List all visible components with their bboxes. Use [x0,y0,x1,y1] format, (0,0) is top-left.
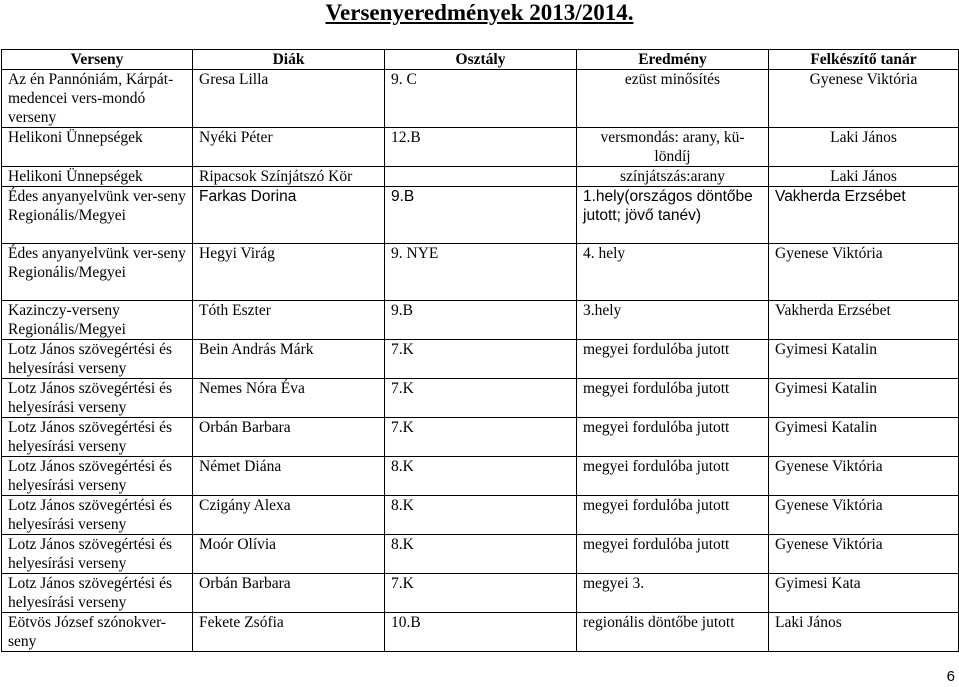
table-row [2,379,959,418]
cell-competition: Lotz János szövegértési és helyesírási verseny [2,379,193,418]
cell-teacher: Gyenese Viktória [769,535,959,574]
cell-competition: Édes anyanyelvünk ver-seny Regionális/Megyei [2,187,193,244]
cell-class: 7.K [385,574,577,613]
table-row [2,535,959,574]
table-row [2,340,959,379]
table-row [2,574,959,613]
cell-student: Orbán Barbara [193,574,385,613]
cell-student: Czigány Alexa [193,496,385,535]
cell-class: 7.K [385,379,577,418]
cell-class: 12.B [385,128,577,167]
table-row [2,301,959,340]
cell-teacher: Gyenese Viktória [769,244,959,301]
cell-competition: Kazinczy-verseny Regionális/Megyei [2,301,193,340]
table-row [2,418,959,457]
cell-competition: Lotz János szövegértési és helyesírási verseny [2,496,193,535]
table-row [2,70,959,128]
cell-teacher: Vakherda Erzsébet [769,301,959,340]
cell-competition: Lotz János szövegértési és helyesírási verseny [2,340,193,379]
cell-student: Nyéki Péter [193,128,385,167]
cell-competition: Édes anyanyelvünk ver-seny Regionális/Megyei [2,244,193,301]
cell-student: Farkas Dorina [193,187,385,244]
page-number: 6 [946,668,955,685]
cell-student: Hegyi Virág [193,244,385,301]
cell-student: Orbán Barbara [193,418,385,457]
cell-class: 10.B [385,613,577,652]
cell-result: megyei fordulóba jutott [577,457,769,496]
table-header-row [2,50,959,70]
cell-student: Fekete Zsófia [193,613,385,652]
cell-class: 8.K [385,535,577,574]
cell-result: színjátszás:arany [577,167,769,187]
cell-teacher: Vakherda Erzsébet [769,187,959,244]
cell-student: Gresa Lilla [193,70,385,128]
cell-teacher: Laki János [769,613,959,652]
header-student: Diák [193,50,385,70]
table-row [2,244,959,301]
header-teacher: Felkészítő tanár [769,50,959,70]
cell-result: megyei fordulóba jutott [577,340,769,379]
cell-class: 8.K [385,496,577,535]
table-row [2,457,959,496]
cell-class: 9. C [385,70,577,128]
table-row [2,613,959,652]
cell-class [385,167,577,187]
cell-class: 7.K [385,418,577,457]
results-table [1,49,959,652]
cell-student: Tóth Eszter [193,301,385,340]
cell-student: Nemes Nóra Éva [193,379,385,418]
cell-result: megyei fordulóba jutott [577,496,769,535]
cell-teacher: Gyimesi Katalin [769,340,959,379]
cell-class: 9.B [385,301,577,340]
cell-teacher: Gyenese Viktória [769,457,959,496]
cell-result: versmondás: arany, kü-löndíj [577,128,769,167]
cell-student: Ripacsok Színjátszó Kör [193,167,385,187]
cell-class: 9. NYE [385,244,577,301]
page-title: Versenyeredmények 2013/2014. [325,0,634,25]
cell-result: regionális döntőbe jutott [577,613,769,652]
header-class: Osztály [385,50,577,70]
cell-result: 4. hely [577,244,769,301]
cell-result: megyei fordulóba jutott [577,379,769,418]
cell-competition: Lotz János szövegértési és helyesírási verseny [2,418,193,457]
header-result: Eredmény [577,50,769,70]
cell-class: 8.K [385,457,577,496]
cell-result: 1.hely(országos döntőbe jutott; jövő tanév) [577,187,769,244]
header-competition: Verseny [2,50,193,70]
cell-result: megyei fordulóba jutott [577,535,769,574]
cell-competition: Lotz János szövegértési és helyesírási verseny [2,574,193,613]
cell-competition: Eötvös József szónokver-seny [2,613,193,652]
cell-competition: Az én Pannóniám, Kárpát-medencei vers-mondó verseny [2,70,193,128]
cell-teacher: Laki János [769,167,959,187]
cell-class: 9.B [385,187,577,244]
cell-result: ezüst minősítés [577,70,769,128]
table-row [2,167,959,187]
cell-result: 3.hely [577,301,769,340]
cell-class: 7.K [385,340,577,379]
cell-teacher: Gyenese Viktória [769,70,959,128]
cell-student: Moór Olívia [193,535,385,574]
cell-competition: Lotz János szövegértési és helyesírási verseny [2,535,193,574]
table-row [2,187,959,244]
cell-teacher: Gyenese Viktória [769,496,959,535]
cell-competition: Helikoni Ünnepségek [2,128,193,167]
cell-competition: Helikoni Ünnepségek [2,167,193,187]
table-row [2,496,959,535]
cell-teacher: Laki János [769,128,959,167]
cell-result: megyei fordulóba jutott [577,418,769,457]
cell-teacher: Gyimesi Kata [769,574,959,613]
cell-teacher: Gyimesi Katalin [769,418,959,457]
cell-result: megyei 3. [577,574,769,613]
table-row [2,128,959,167]
cell-competition: Lotz János szövegértési és helyesírási verseny [2,457,193,496]
cell-student: Német Diána [193,457,385,496]
cell-teacher: Gyimesi Katalin [769,379,959,418]
cell-student: Bein András Márk [193,340,385,379]
